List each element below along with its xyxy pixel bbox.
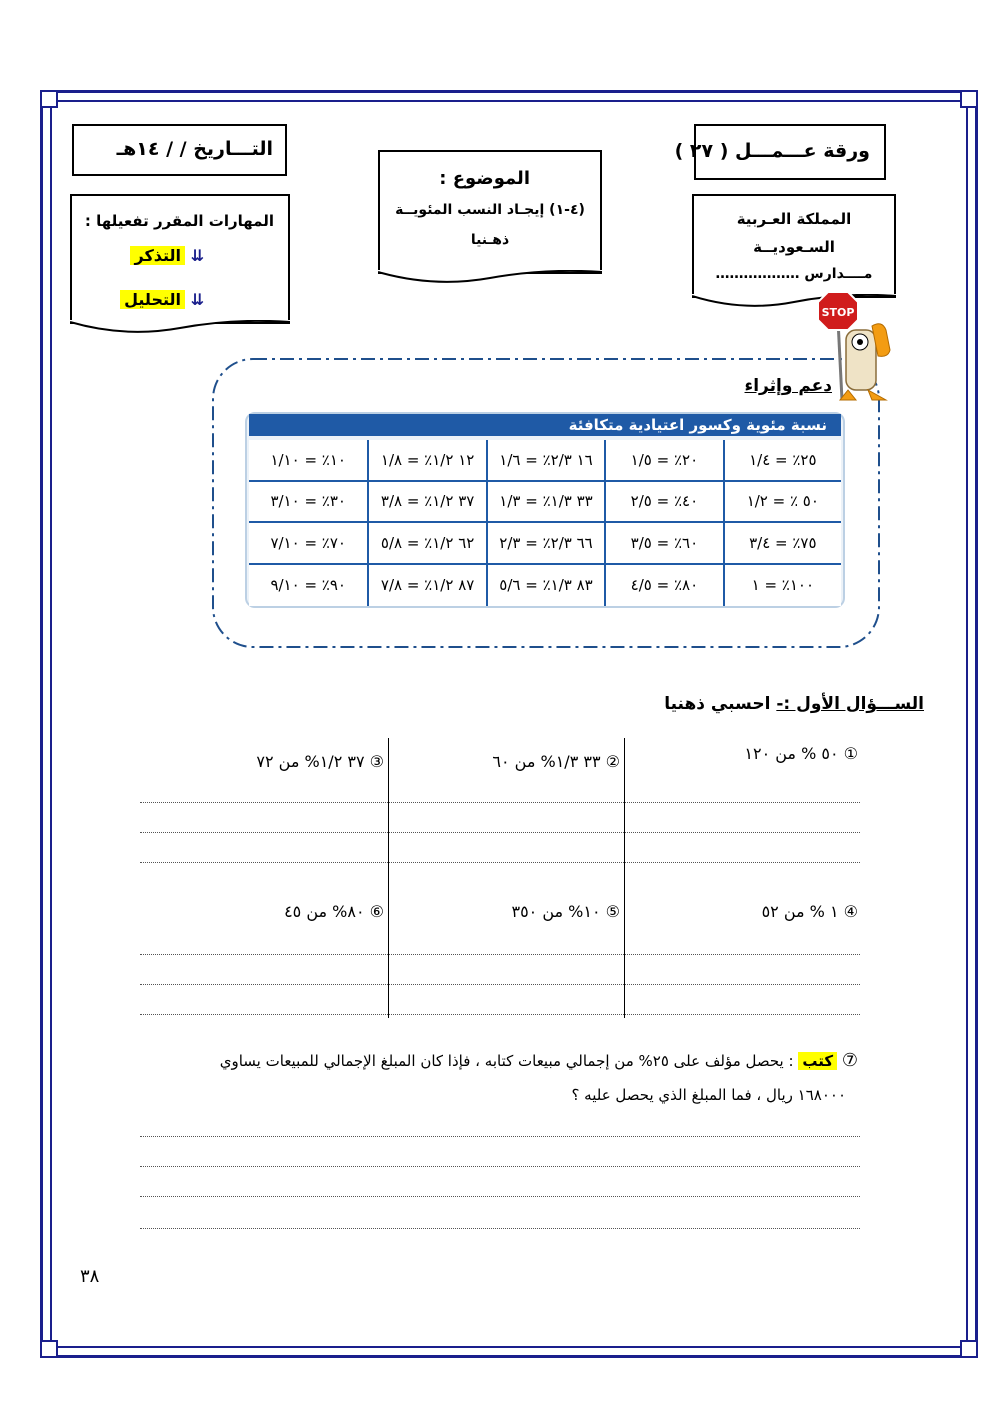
table-cell: ٣٧ ١/٢٪ = ٣/٨: [367, 482, 485, 524]
column-divider: [388, 738, 389, 1018]
question7-line-1: [220, 1050, 858, 1071]
table-cell: ٨٧ ١/٢٪ = ٧/٨: [367, 565, 485, 607]
frame-corner: [960, 1340, 978, 1358]
skill-label: التذكر: [130, 246, 185, 265]
kingdom-box: [692, 194, 896, 298]
table-cell: ٦٢ ١/٢٪ = ٥/٨: [367, 523, 485, 565]
arrow-icon: ⇊: [190, 246, 204, 265]
question1-heading: [664, 694, 924, 714]
stop-text: STOP: [821, 306, 855, 319]
question7-number: ⑦: [841, 1050, 858, 1071]
table-cell: ٥٠ ٪ = ١/٢: [723, 482, 841, 524]
answer-line: [140, 862, 860, 863]
frame-corner: [40, 1340, 58, 1358]
question-item-3: ③ ٣٧ ١/٢% من ٧٢: [256, 752, 384, 771]
question-item-6: ⑥ ٨٠% من ٤٥: [284, 902, 384, 921]
subject-line-1: (٤-١) إيجـاد النسب المئويــة: [395, 202, 585, 218]
answer-line: [140, 984, 860, 985]
question1-title: الســـؤال الأول :-: [776, 694, 924, 714]
skill-item-remember: [130, 246, 204, 265]
answer-line: [140, 1196, 860, 1197]
question7-line-2: ١٦٨٠٠٠ ريال ، فما المبلغ الذي يحصل عليه ؟: [571, 1086, 846, 1104]
skills-title: المهارات المقرر تفعيلها :: [84, 212, 274, 230]
answer-line: [140, 1166, 860, 1167]
question7-label: كتب: [798, 1052, 837, 1070]
answer-line: [140, 954, 860, 955]
column-divider: [624, 738, 625, 1018]
table-cell: ٦٦ ٢/٣٪ = ٢/٣: [486, 523, 604, 565]
schools-line: مــــدارس ………………: [715, 266, 873, 282]
frame-corner: [40, 90, 58, 108]
question-item-5: ⑤ ١٠% من ٣٥٠: [511, 902, 620, 921]
answer-line: [140, 802, 860, 803]
table-cell: ٢٠٪ = ١/٥: [604, 440, 722, 482]
table-cell: ٤٠٪ = ٢/٥: [604, 482, 722, 524]
skills-box: [70, 194, 290, 324]
date-box: [72, 124, 287, 176]
wave-decoration: [70, 320, 290, 336]
answer-line: [140, 1228, 860, 1229]
table-cell: ٩٠٪ = ٩/١٠: [249, 565, 367, 607]
skill-item-analysis: [120, 290, 204, 309]
frame-corner: [960, 90, 978, 108]
date-field: التـــاريخ / / ١٤هـ: [116, 138, 273, 160]
table-cell: ٧٥٪ = ٣/٤: [723, 523, 841, 565]
question-item-1: ① ٥٠ % من ١٢٠: [744, 744, 858, 763]
worksheet-number: ورقة عـــمـــل ( ٢٧ ): [674, 140, 870, 162]
page-number: ٣٨: [80, 1266, 100, 1287]
table-cell: ٢٥٪ = ١/٤: [723, 440, 841, 482]
subject-title: الموضوع :: [439, 168, 530, 189]
table-cell: ١٢ ١/٢٪ = ١/٨: [367, 440, 485, 482]
subject-box: [378, 150, 602, 274]
wave-decoration: [378, 270, 602, 286]
answer-line: [140, 1014, 860, 1015]
table-cell: ٣٠٪ = ٣/١٠: [249, 482, 367, 524]
table-cell: ٨٣ ١/٣٪ = ٥/٦: [486, 565, 604, 607]
worksheet-box: [674, 124, 886, 180]
question-item-4: ④ ١ % من ٥٢: [761, 902, 858, 921]
table-cell: ٧٠٪ = ٧/١٠: [249, 523, 367, 565]
question-item-2: ② ٣٣ ١/٣% من ٦٠: [492, 752, 620, 771]
kingdom-line-1: المملكة العـربية: [736, 210, 852, 228]
table-cell: ٣٣ ١/٣٪ = ١/٣: [486, 482, 604, 524]
kingdom-line-2: السـعوديــة: [753, 238, 835, 256]
table-cell: ١٦ ٢/٣٪ = ١/٦: [486, 440, 604, 482]
table-cell: ١٠٪ = ١/١٠: [249, 440, 367, 482]
table-cell: ٦٠٪ = ٣/٥: [604, 523, 722, 565]
table-grid: [249, 440, 841, 606]
answer-line: [140, 832, 860, 833]
subject-line-2: ذهـنيا: [470, 232, 510, 248]
answer-line: [140, 1136, 860, 1137]
table-cell: ١٠٠٪ = ١: [723, 565, 841, 607]
arrow-icon: ⇊: [190, 290, 204, 309]
table-title: نسبة مئوية وكسور اعتيادية متكافئة: [249, 414, 841, 436]
skill-label: التحليل: [120, 290, 185, 309]
enrichment-label: دعم وإثراء: [744, 376, 832, 396]
question1-instruction: احسبي ذهنيا: [664, 694, 771, 714]
table-cell: ٨٠٪ = ٤/٥: [604, 565, 722, 607]
question7-text: : يحصل مؤلف على ٢٥% من إجمالي مبيعات كتابه ، فإذا كان المبلغ الإجمالي للمبيعات يساوي: [219, 1052, 794, 1070]
